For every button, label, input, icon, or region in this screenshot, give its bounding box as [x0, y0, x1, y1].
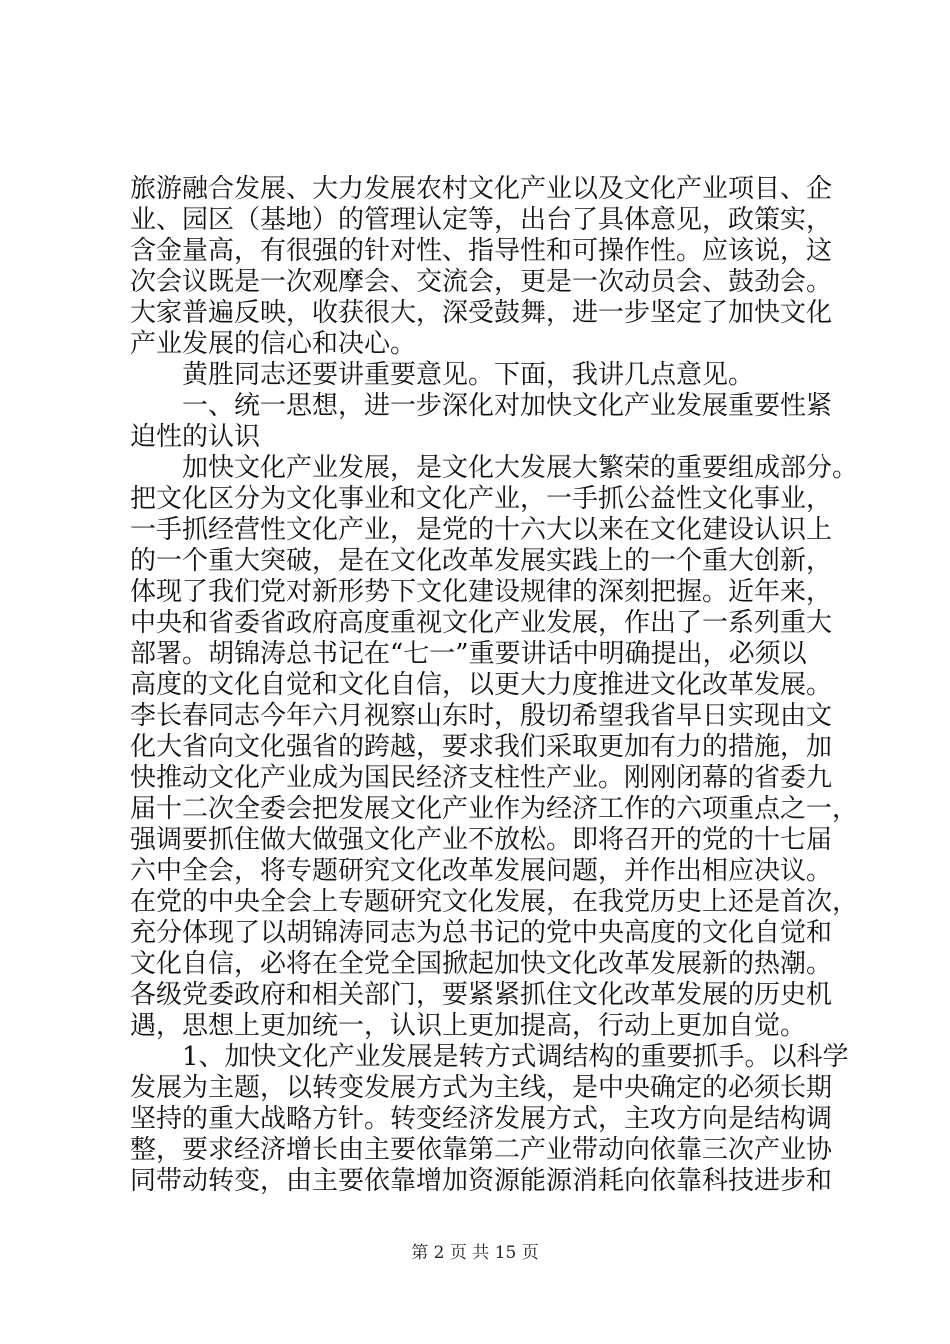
text-line: 整，要求经济增长由主要依靠第二产业带动向依靠三次产业协 — [130, 1135, 833, 1165]
section-heading-line: 迫性的认识 — [130, 422, 261, 452]
text-line: 届十二次全委会把发展文化产业作为经济工作的六项重点之一， — [130, 794, 859, 824]
text-line: 发展为主题，以转变发展方式为主线，是中央确定的必须长期 — [130, 1073, 833, 1103]
text-line: 坚持的重大战略方针。转变经济发展方式，主攻方向是结构调 — [130, 1104, 833, 1134]
text-line: 李长春同志今年六月视察山东时，殷切希望我省早日实现由文 — [130, 701, 833, 731]
text-line: 化大省向文化强省的跨越，要求我们采取更加有力的措施，加 — [130, 732, 833, 762]
text-line: 各级党委政府和相关部门，要紧紧抓住文化改革发展的历史机 — [130, 980, 833, 1010]
text-line: 大家普遍反映，收获很大，深受鼓舞，进一步坚定了加快文化 — [130, 298, 833, 328]
text-line: 中央和省委省政府高度重视文化产业发展，作出了一系列重大 — [130, 608, 833, 638]
text-line: 六中全会，将专题研究文化改革发展问题，并作出相应决议。 — [130, 856, 833, 886]
text-line: 次会议既是一次观摩会、交流会，更是一次动员会、鼓劲会。 — [130, 267, 833, 297]
text-line: 文化自信，必将在全党全国掀起加快文化改革发展新的热潮。 — [130, 949, 833, 979]
body-text — [130, 174, 859, 1197]
text-line: 把文化区分为文化事业和文化产业，一手抓公益性文化事业， — [130, 484, 833, 514]
text-line: 产业发展的信心和决心。 — [130, 329, 417, 359]
section-heading-line: 一、统一思想，进一步深化对加快文化产业发展重要性紧 — [182, 391, 833, 421]
paragraph-line: 加快文化产业发展，是文化大发展大繁荣的重要组成部分。 — [182, 453, 859, 483]
page-footer — [0, 1242, 950, 1264]
text-line: 同带动转变，由主要依靠增加资源能源消耗向依靠科技进步和 — [130, 1166, 833, 1196]
text-line: 快推动文化产业成为国民经济支柱性产业。刚刚闭幕的省委九 — [130, 763, 833, 793]
text-line: 业、园区（基地）的管理认定等，出台了具体意见，政策实， — [130, 205, 833, 235]
text-line: 充分体现了以胡锦涛同志为总书记的党中央高度的文化自觉和 — [130, 918, 833, 948]
text-line: 高度的文化自觉和文化自信，以更大力度推进文化改革发展。 — [130, 670, 833, 700]
text-line: 含金量高，有很强的针对性、指导性和可操作性。应该说，这 — [130, 236, 833, 266]
text-line: 部署。胡锦涛总书记在“七一”重要讲话中明确提出，必须以 — [130, 639, 807, 669]
text-line: 的一个重大突破，是在文化改革发展实践上的一个重大创新， — [130, 546, 833, 576]
text-line: 在党的中央全会上专题研究文化发展，在我党历史上还是首次， — [130, 887, 859, 917]
text-line: 遇，思想上更加统一，认识上更加提高，行动上更加自觉。 — [130, 1011, 807, 1041]
page-number: 第 2 页 共 15 页 — [411, 1243, 539, 1263]
text-line: 体现了我们党对新形势下文化建设规律的深刻把握。近年来， — [130, 577, 833, 607]
paragraph-line: 黄胜同志还要讲重要意见。下面，我讲几点意见。 — [182, 360, 755, 390]
text-line: 一手抓经营性文化产业，是党的十六大以来在文化建设认识上 — [130, 515, 833, 545]
text-line: 强调要抓住做大做强文化产业不放松。即将召开的党的十七届 — [130, 825, 833, 855]
paragraph-line: 1、加快文化产业发展是转方式调结构的重要抓手。以科学 — [182, 1042, 849, 1072]
text-line: 旅游融合发展、大力发展农村文化产业以及文化产业项目、企 — [130, 174, 833, 204]
